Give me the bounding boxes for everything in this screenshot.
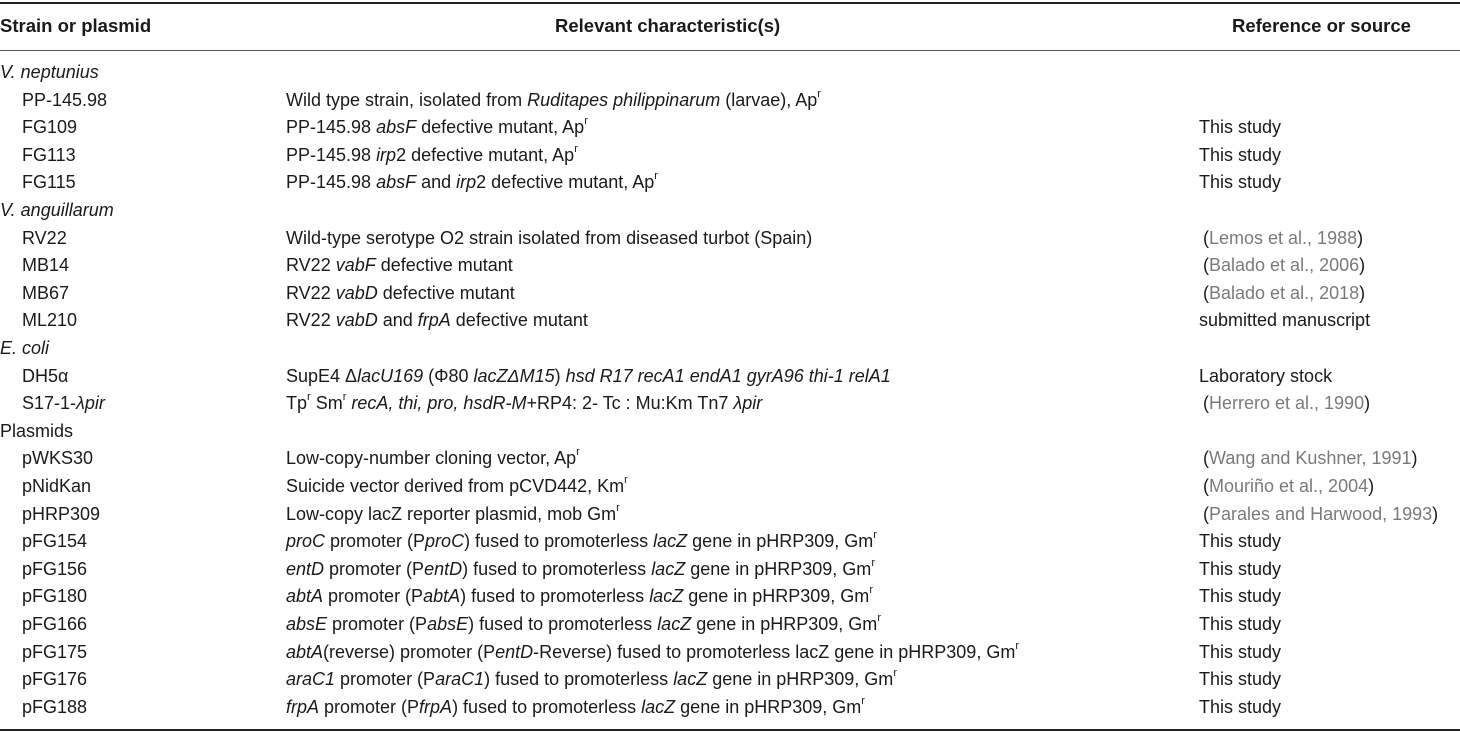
characteristics-cell: Wild type strain, isolated from Ruditapes philippinarum (larvae), Ap$^r$: [286, 87, 821, 110]
reference-citation[interactable]: (Wang and Kushner, 1991): [1203, 448, 1418, 469]
strain-name: pHRP309: [22, 503, 101, 524]
section-row: [0, 62, 1460, 90]
table-row: [0, 255, 1460, 283]
bottom-rule: [0, 729, 1460, 731]
strain-name: pFG176: [22, 669, 88, 690]
reference-citation[interactable]: (Balado et al., 2006): [1203, 255, 1366, 276]
strain-name: MB67: [22, 282, 70, 303]
reference-citation[interactable]: (Herrero et al., 1990): [1203, 393, 1371, 414]
table-row: [0, 117, 1460, 145]
characteristics-cell: PP-145.98 absF defective mutant, Ap$^r$: [286, 115, 588, 138]
header-rule: [0, 50, 1460, 51]
strain-name: FG115: [22, 172, 76, 193]
characteristics-cell: Suicide vector derived from pCVD442, Km$^r$: [286, 474, 628, 496]
strain-name: S17-1-λpir: [22, 393, 105, 414]
reference-cell: This study: [1199, 172, 1282, 193]
reference-cell: This study: [1199, 641, 1282, 662]
table-row: [0, 556, 1460, 587]
characteristics-cell: Low-copy-number cloning vector, Ap$^r$: [286, 446, 580, 469]
header-reference: Reference or source: [1232, 15, 1411, 36]
table-row: [0, 531, 1460, 559]
table-row: [0, 448, 1460, 476]
characteristics-cell: Wild-type serotype O2 strain isolated from diseased turbot (Spain): [286, 227, 813, 248]
table-row: [0, 393, 1460, 421]
strain-name: MB14: [22, 255, 70, 276]
characteristics-cell: PP-145.98 irp2 defective mutant, Ap$^r$: [286, 142, 578, 165]
characteristics-cell: frpA promoter (PfrpA) fused to promoterless lacZ gene in pHRP309, Gm$^r$: [286, 694, 865, 717]
table-row: [0, 142, 1460, 173]
reference-cell: submitted manuscript: [1199, 310, 1371, 331]
reference-cell: This study: [1199, 144, 1282, 165]
reference-cell: This study: [1199, 586, 1282, 607]
reference-citation[interactable]: (Balado et al., 2018): [1203, 282, 1366, 303]
table-row: [0, 501, 1460, 532]
table-row: [0, 694, 1460, 725]
reference-cell: Laboratory stock: [1199, 365, 1333, 386]
characteristics-cell: proC promoter (PproC) fused to promoterless lacZ gene in pHRP309, Gm$^r$: [286, 529, 877, 552]
strain-name: FG109: [22, 117, 78, 138]
reference-citation[interactable]: (Parales and Harwood, 1993): [1203, 503, 1439, 524]
table-row: [0, 310, 1460, 338]
table-row: [0, 172, 1460, 200]
section-label: E. coli: [0, 338, 50, 358]
section-row: [0, 338, 1460, 366]
strain-name: ML210: [22, 310, 78, 331]
reference-cell: This study: [1199, 558, 1282, 579]
section-label: Plasmids: [0, 420, 74, 441]
characteristics-cell: RV22 vabF defective mutant: [286, 255, 513, 276]
characteristics-cell: abtA promoter (PabtA) fused to promoterless lacZ gene in pHRP309, Gm$^r$: [286, 584, 873, 607]
characteristics-cell: araC1 promoter (ParaC1) fused to promoterless lacZ gene in pHRP309, Gm$^r$: [286, 667, 897, 690]
section-label: V. neptunius: [0, 62, 99, 82]
reference-cell: This study: [1199, 117, 1282, 138]
table-row: [0, 586, 1460, 614]
strain-name: pWKS30: [22, 448, 94, 469]
reference-cell: This study: [1199, 696, 1282, 717]
strain-name: PP-145.98: [22, 89, 108, 110]
strain-name: pFG154: [22, 531, 88, 552]
section-row: [0, 200, 1460, 228]
reference-cell: This study: [1199, 669, 1282, 690]
characteristics-cell: SupE4 ΔlacU169 (Φ80 lacZΔM15) hsd R17 recA1 endA1 gyrA96 thi-1 relA1: [286, 365, 891, 386]
characteristics-cell: absE promoter (PabsE) fused to promoterless lacZ gene in pHRP309, Gm$^r$: [286, 612, 881, 634]
strain-name: pNidKan: [22, 476, 92, 496]
strain-name: pFG188: [22, 696, 88, 717]
strain-name: pFG166: [22, 614, 88, 634]
strain-name: DH5α: [22, 365, 69, 386]
characteristics-cell: RV22 vabD and frpA defective mutant: [286, 310, 588, 331]
table-row: [0, 669, 1460, 697]
table-row: [0, 639, 1460, 670]
characteristics-cell: Low-copy lacZ reporter plasmid, mob Gm$^r$: [286, 501, 620, 524]
section-row: [0, 421, 1460, 449]
strain-name: FG113: [22, 144, 76, 165]
strain-name: pFG175: [22, 641, 88, 662]
header-characteristics: Relevant characteristic(s): [555, 15, 781, 36]
strain-name: pFG180: [22, 586, 88, 607]
table-row: [0, 366, 1460, 394]
reference-cell: This study: [1199, 531, 1282, 552]
reference-cell: This study: [1199, 614, 1282, 634]
reference-citation[interactable]: (Lemos et al., 1988): [1203, 227, 1364, 248]
characteristics-cell: RV22 vabD defective mutant: [286, 282, 515, 303]
characteristics-cell: Tp$^r$ Sm$^r$ recA, thi, pro, hsdR-M+RP4: 2- Tc : Mu:Km Tn7 λpir: [286, 391, 763, 414]
strain-name: pFG156: [22, 558, 88, 579]
section-label: V. anguillarum: [0, 200, 114, 220]
top-rule: [0, 2, 1460, 4]
table-row: [0, 228, 1460, 256]
table-row: [0, 283, 1460, 311]
characteristics-cell: abtA(reverse) promoter (PentD-Reverse) fused to promoterless lacZ gene in pHRP309, Gm$^r$: [286, 639, 1019, 662]
table-row: [0, 476, 1460, 504]
characteristics-cell: PP-145.98 absF and irp2 defective mutant, Ap$^r$: [286, 170, 658, 193]
strain-name: RV22: [22, 227, 67, 248]
table-row: [0, 614, 1460, 642]
table-row: [0, 87, 1460, 118]
characteristics-cell: entD promoter (PentD) fused to promoterless lacZ gene in pHRP309, Gm$^r$: [286, 556, 875, 579]
reference-citation[interactable]: (Mouriño et al., 2004): [1203, 476, 1375, 496]
header-strain: Strain or plasmid: [0, 15, 152, 36]
